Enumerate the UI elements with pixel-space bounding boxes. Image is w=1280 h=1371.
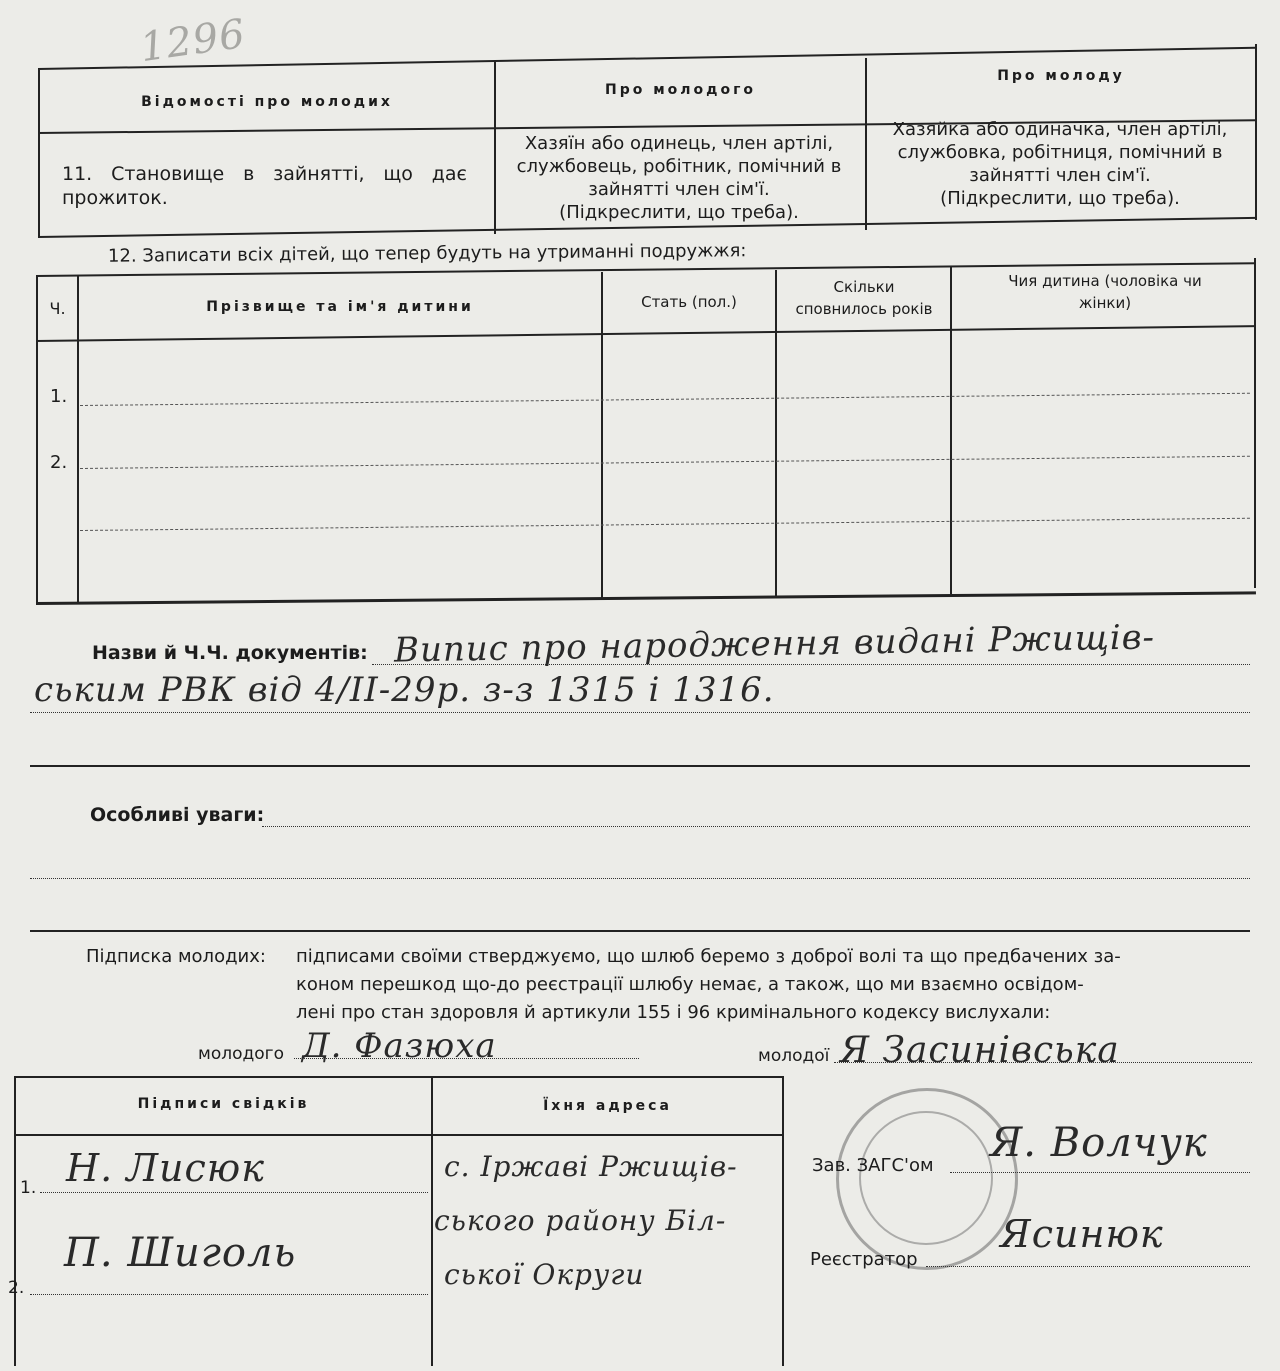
- bride-occupation-options: [884, 118, 1236, 210]
- witness1-signature: Н. Лисюк: [66, 1146, 265, 1190]
- witness-row-number-1: 1.: [20, 1178, 37, 1198]
- groom-signature: Д. Фазюха: [302, 1026, 497, 1066]
- col-witness-signatures: Підписи свідків: [137, 1096, 310, 1112]
- registry-head-label: Зав. ЗАГС'ом: [812, 1155, 934, 1176]
- col-sex: Стать (пол.): [641, 293, 737, 311]
- declaration-line1: підписами своїми стверджуємо, що шлюб беремо з доброї волі та що предбачених за-: [296, 946, 1121, 967]
- remarks-label: Особливі уваги:: [90, 804, 265, 826]
- witness-address-line3: ської Округи: [444, 1258, 645, 1291]
- bride-underline-note: (Підкреслити, що треба).: [940, 188, 1180, 209]
- registrar-signature: Ясинюк: [1000, 1212, 1164, 1256]
- declaration-line3: лені про стан здоровля й артикули 155 і 96 кримінального кодексу вислухали:: [296, 1002, 1051, 1023]
- header-couple-info: Відомості про молодих: [141, 94, 393, 110]
- witness-address-line2: ського району Біл-: [434, 1204, 727, 1237]
- groom-occupation-text: Хазяїн або одинець, член артілі, службовець, робітник, помічний в зайнятті член сім'ї.: [516, 133, 842, 200]
- question-occupation: 11. Становище в зайнятті, що дає прожиток.: [62, 163, 467, 209]
- declaration-label: Підписка молодих:: [86, 946, 266, 967]
- witness-row-number-2: 2.: [8, 1278, 25, 1298]
- registry-head-signature: Я. Волчук: [990, 1120, 1208, 1166]
- groom-signature-label: молодого: [198, 1044, 284, 1064]
- col-age: Скільки сповнилось років: [795, 278, 933, 318]
- col-number: Ч.: [49, 298, 66, 318]
- col-child-name: Прізвище та ім'я дитини: [206, 299, 474, 315]
- row-number-1: 1.: [50, 386, 68, 407]
- col-whose-child: Чия дитина (чоловіка чи жінки): [1008, 272, 1202, 312]
- header-groom: Про молодого: [604, 82, 757, 98]
- row-number-2: 2.: [50, 452, 68, 473]
- header-bride: Про молоду: [997, 68, 1125, 84]
- registry-stamp: [836, 1088, 1018, 1270]
- witness2-signature: П. Шиголь: [64, 1230, 297, 1276]
- children-caption: 12. Записати всіх дітей, що тепер будуть на утриманні подружжя:: [107, 240, 747, 267]
- documents-handwritten-line2: ським РВК від 4/ІІ-29р. з-з 1315 і 1316.: [34, 670, 775, 710]
- groom-underline-note: (Підкреслити, що треба).: [559, 202, 799, 223]
- documents-label: Назви й Ч.Ч. документів:: [92, 642, 368, 664]
- corner-pencil-mark: 1296: [137, 10, 249, 72]
- bride-occupation-text: Хазяйка або одиначка, член артілі, службовка, робітниця, помічний в зайнятті член сім'ї.: [892, 119, 1228, 186]
- registrar-label: Реєстратор: [810, 1249, 918, 1270]
- col-witness-address: Їхня адреса: [543, 1098, 672, 1114]
- documents-handwritten-line1: Випис про народження видані Ржищів-: [393, 617, 1156, 671]
- bride-signature-label: молодої: [758, 1046, 830, 1066]
- bride-signature: Я Засинівська: [840, 1030, 1120, 1071]
- declaration-line2: коном перешкод що-до реєстрації шлюбу немає, а також, що ми взаємно освідом-: [296, 974, 1084, 995]
- witness-address-line1: с. Іржаві Ржищів-: [444, 1150, 738, 1183]
- groom-occupation-options: [514, 132, 844, 224]
